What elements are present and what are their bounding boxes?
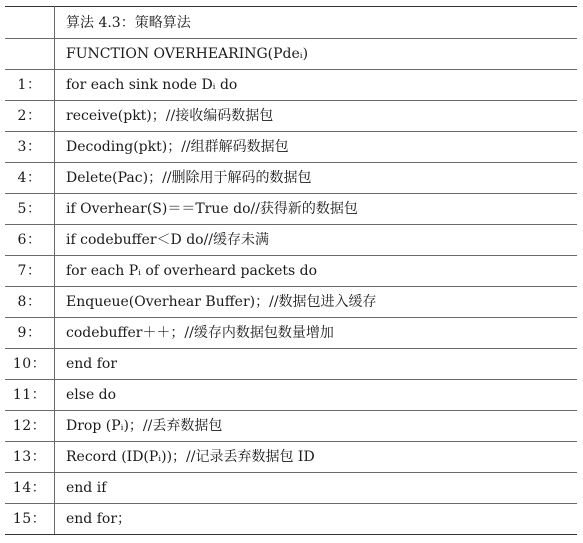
- line-number: 2：: [5, 101, 55, 132]
- line-number: 4：: [5, 163, 55, 194]
- code-line-row: [5, 349, 577, 380]
- code-line: end for: [55, 349, 578, 380]
- function-header: FUNCTION OVERHEARING(Pdeᵢ): [55, 39, 578, 70]
- code-line: Decoding(pkt)；//组群解码数据包: [55, 132, 578, 163]
- code-line-row: [5, 442, 577, 473]
- code-line: if Overhear(S)＝＝True do//获得新的数据包: [55, 194, 578, 225]
- line-number: 13：: [5, 442, 55, 473]
- line-number: 11：: [5, 380, 55, 411]
- code-line-row: [5, 504, 577, 535]
- line-number: 3：: [5, 132, 55, 163]
- line-number: 1：: [5, 70, 55, 101]
- code-line-row: [5, 225, 577, 256]
- code-line-row: [5, 101, 577, 132]
- code-line: Record (ID(Pᵢ))；//记录丢弃数据包 ID: [55, 442, 578, 473]
- line-number: 15：: [5, 504, 55, 535]
- code-line-row: [5, 411, 577, 442]
- code-line: codebuffer＋＋；//缓存内数据包数量增加: [55, 318, 578, 349]
- code-line: Drop (Pᵢ)；//丢弃数据包: [55, 411, 578, 442]
- code-line: receive(pkt)；//接收编码数据包: [55, 101, 578, 132]
- line-number: 7：: [5, 256, 55, 287]
- code-line-row: [5, 473, 577, 504]
- code-line: end if: [55, 473, 578, 504]
- code-line: for each sink node Dᵢ do: [55, 70, 578, 101]
- code-line-row: [5, 318, 577, 349]
- code-line: if codebuffer＜D do//缓存未满: [55, 225, 578, 256]
- code-line: for each Pᵢ of overheard packets do: [55, 256, 578, 287]
- line-number: 9：: [5, 318, 55, 349]
- line-number: 5：: [5, 194, 55, 225]
- code-line-row: [5, 287, 577, 318]
- line-number: 6：: [5, 225, 55, 256]
- line-number: 12：: [5, 411, 55, 442]
- title-num-cell: [5, 7, 55, 39]
- function-header-row: [5, 39, 577, 70]
- algorithm-title-row: [5, 7, 577, 39]
- code-line: Enqueue(Overhear Buffer)；//数据包进入缓存: [55, 287, 578, 318]
- header-num-cell: [5, 39, 55, 70]
- line-number: 14：: [5, 473, 55, 504]
- algorithm-title: 算法 4.3：策略算法: [55, 7, 578, 39]
- code-line-row: [5, 163, 577, 194]
- line-number: 8：: [5, 287, 55, 318]
- code-line-row: [5, 132, 577, 163]
- code-line-row: [5, 194, 577, 225]
- code-line-row: [5, 380, 577, 411]
- code-line-row: [5, 70, 577, 101]
- code-line: Delete(Pac)；//删除用于解码的数据包: [55, 163, 578, 194]
- line-number: 10：: [5, 349, 55, 380]
- algorithm-table: [5, 6, 577, 535]
- code-line: else do: [55, 380, 578, 411]
- code-line-row: [5, 256, 577, 287]
- code-line: end for；: [55, 504, 578, 535]
